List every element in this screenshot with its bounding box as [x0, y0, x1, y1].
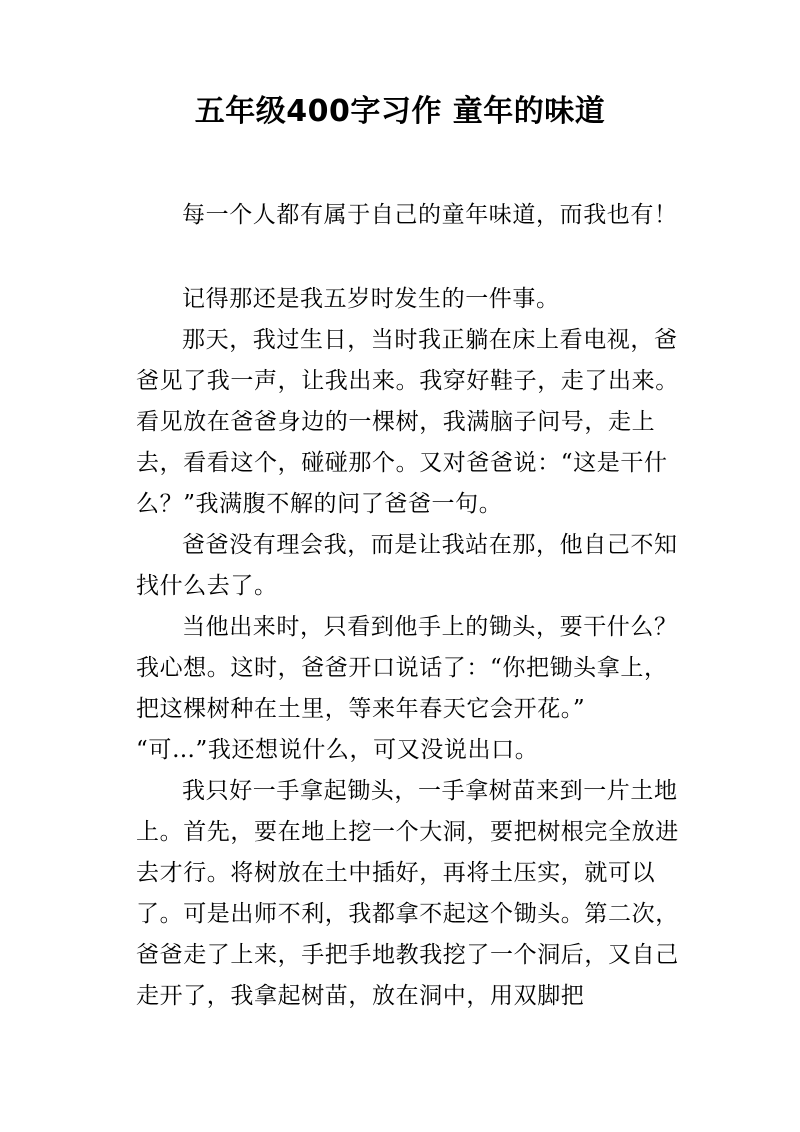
paragraph-dialogue: “可…”我还想说什么，可又没说出口。: [136, 737, 539, 763]
paragraph-intro: 每一个人都有属于自己的童年味道，而我也有！: [182, 202, 678, 228]
paragraph: 记得那还是我五岁时发生的一件事。: [182, 286, 560, 312]
paragraph: 那天，我过生日，当时我正躺在床上看电视，爸爸见了我一声，让我出来。我穿好鞋子，走了出来。看见放在爸爸身边的一棵树，我满脑子问号，走上去，看看这个，碰碰那个。又对爸爸说：“这是干什么？”我满腹不解的问了爸爸一句。: [136, 327, 679, 517]
intro-block: [136, 195, 684, 236]
paragraph: 当他出来时，只看到他手上的锄头，要干什么？我心想。这时，爸爸开口说话了：“你把锄头拿上，把这棵树种在土里，等来年春天它会开花。”: [136, 614, 678, 722]
document-title: 五年级400字习作 童年的味道: [194, 94, 606, 129]
paragraph: 我只好一手拿起锄头，一手拿树苗来到一片土地上。首先，要在地上挖一个大洞，要把树根完全放进去才行。将树放在土中插好，再将土压实，就可以了。可是出师不利，我都拿不起这个锄头。第二次，爸爸走了上来，手把手地教我挖了一个洞后，又自己走开了，我拿起树苗，放在洞中，用双脚把: [136, 778, 679, 1009]
article-body: [136, 279, 684, 1017]
paragraph: 爸爸没有理会我，而是让我站在那，他自己不知找什么去了。: [136, 532, 678, 599]
